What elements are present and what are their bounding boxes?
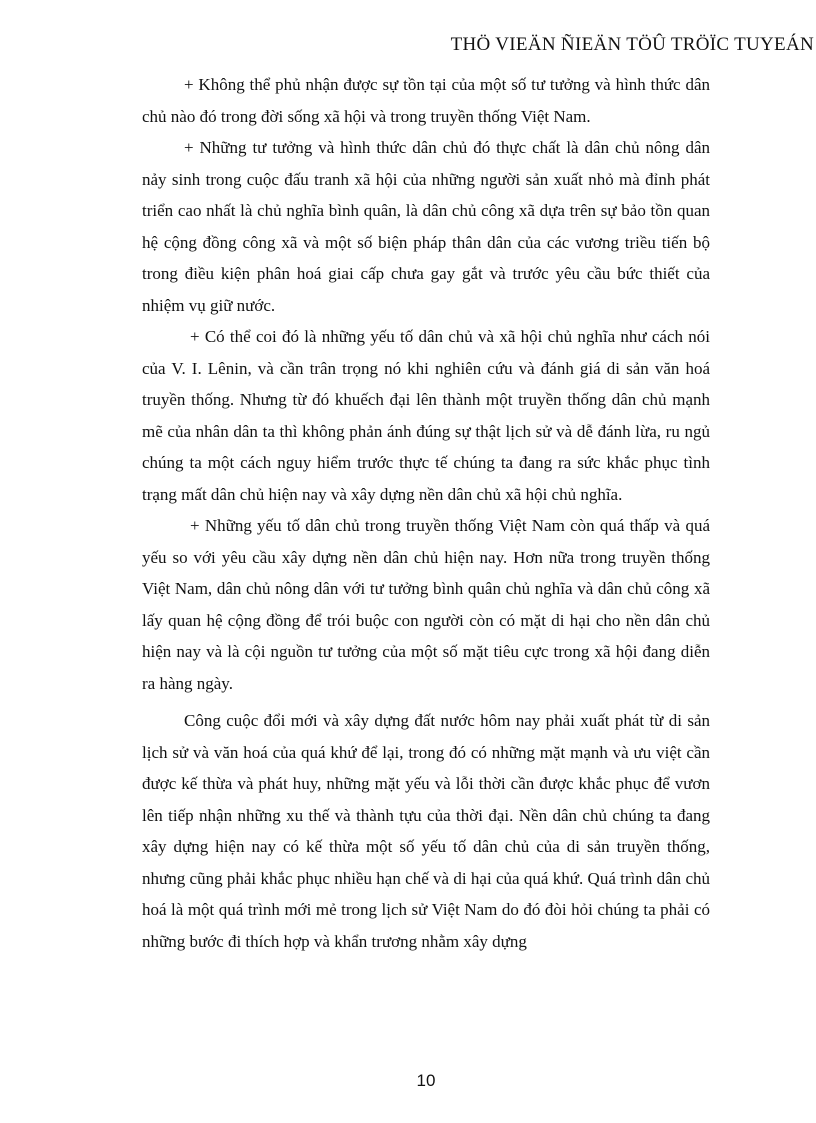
running-header: THÖ VIEÄN ÑIEÄN TÖÛ TRÖÏC TUYEÁN <box>450 34 814 55</box>
paragraph-3: + Có thể coi đó là những yếu tố dân chủ và xã hội chủ nghĩa như cách nói của V. I. Lênin, và cần trân trọng nó khi nghiên cứu và đánh giá di sản văn hoá truyền thống. Nhưng từ đó khuếch đại lên thành một truyền thống dân chủ mạnh mẽ của nhân dân ta thì không phản ánh đúng sự thật lịch sử và dễ đánh lừa, ru ngủ chúng ta một cách nguy hiểm trước thực tế chúng ta đang ra sức khắc phục tình trạng mất dân chủ hiện nay và xây dựng nền dân chủ xã hội chủ nghĩa. <box>142 327 710 504</box>
document-body <box>142 69 710 957</box>
paragraph-5: Công cuộc đổi mới và xây dựng đất nước hôm nay phải xuất phát từ di sản lịch sử và văn hoá của quá khứ để lại, trong đó có những mặt mạnh và ưu việt cần được kế thừa và phát huy, những mặt yếu và lỗi thời cần được khắc phục để vươn lên tiếp nhận những xu thế và thành tựu của thời đại. Nền dân chủ chúng ta đang xây dựng hiện nay có kế thừa một số yếu tố dân chủ của di sản truyền thống, nhưng cũng phải khắc phục nhiều hạn chế và di hại của quá khứ. Quá trình dân chủ hoá là một quá trình mới mẻ trong lịch sử Việt Nam do đó đòi hỏi chúng ta phải có những bước đi thích hợp và khẩn trương nhằm xây dựng <box>142 711 710 951</box>
paragraph-4: + Những yếu tố dân chủ trong truyền thống Việt Nam còn quá thấp và quá yếu so với yêu cầu xây dựng nền dân chủ hiện nay. Hơn nữa trong truyền thống Việt Nam, dân chủ nông dân với tư tưởng bình quân chủ nghĩa và dân chủ công xã lấy quan hệ cộng đồng để trói buộc con người còn có mặt di hại cho nền dân chủ hiện nay và là cội nguồn tư tưởng của một số mặt tiêu cực trong xã hội đang diễn ra hàng ngày. <box>142 516 710 693</box>
page-number: 10 <box>416 1071 436 1090</box>
paragraph-1: + Không thể phủ nhận được sự tồn tại của một số tư tưởng và hình thức dân chủ nào đó trong đời sống xã hội và trong truyền thống Việt Nam. <box>142 75 710 126</box>
paragraph-2: + Những tư tưởng và hình thức dân chủ đó thực chất là dân chủ nông dân nảy sinh trong cuộc đấu tranh xã hội của những người sản xuất nhỏ mà đỉnh phát triển cao nhất là chủ nghĩa bình quân, là dân chủ công xã dựa trên sự bảo tồn quan hệ cộng đồng công xã và một số biện pháp thân dân của các vương triều tiến bộ trong điều kiện phân hoá giai cấp chưa gay gắt và trước yêu cầu bức thiết của nhiệm vụ giữ nước. <box>142 138 710 315</box>
